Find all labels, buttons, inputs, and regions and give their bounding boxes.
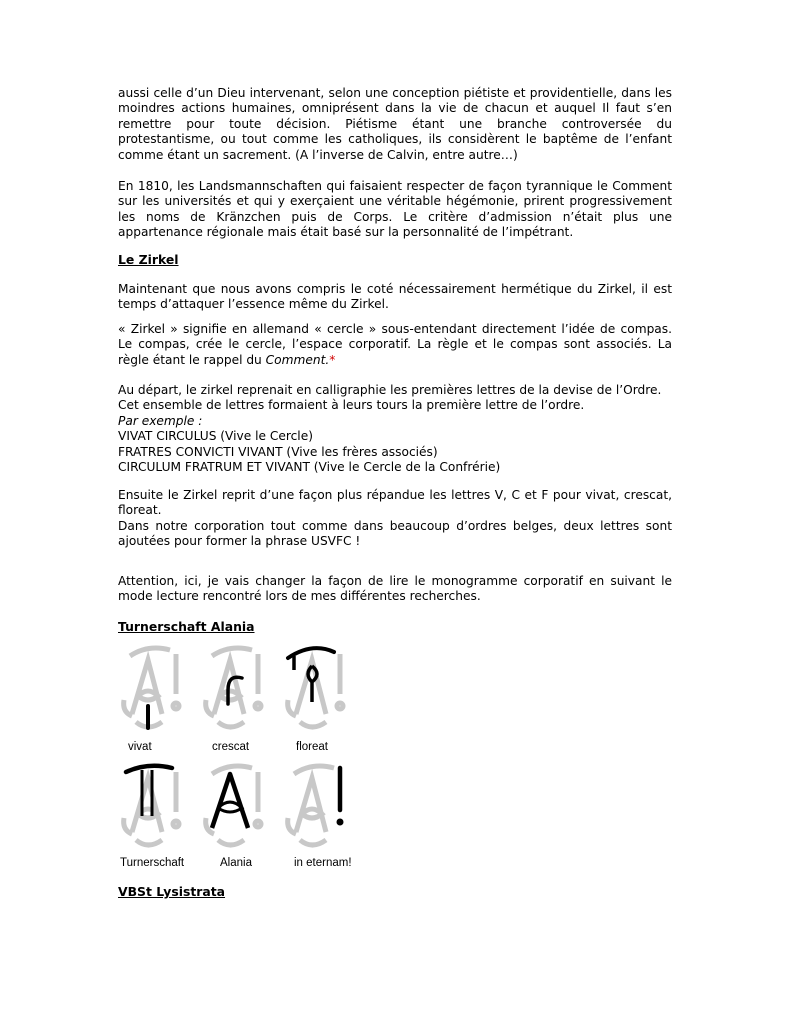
section-heading-lysistrata: VBSt Lysistrata xyxy=(118,884,226,899)
text-line: Attention, ici, je vais changer la façon de lire le monogramme corporatif en suivant le xyxy=(118,574,672,588)
text-segment: règle étant le rappel du xyxy=(118,352,266,367)
zirkel-cell-crescat xyxy=(200,640,270,753)
text-line: remettre pour toute décision. Piétisme étant une branche controversée du xyxy=(118,116,672,131)
footnote-asterisk: * xyxy=(329,352,336,367)
italic-term: Comment. xyxy=(265,352,330,367)
text-line: Le compas, crée le cercle, l’espace corporatif. La règle et le compas sont associés. La xyxy=(118,337,672,352)
text-line: les noms de Kränzchen puis de Corps. Le critère d’admission n’était plus une xyxy=(118,209,672,224)
section-heading-zirkel: Le Zirkel xyxy=(118,252,179,267)
section-heading-alania: Turnerschaft Alania xyxy=(118,619,255,634)
paragraph-1810 xyxy=(118,179,672,241)
caption-turnerschaft: Turnerschaft xyxy=(120,857,185,869)
zirkel-turnerschaft-image xyxy=(118,758,198,858)
zirkel-cell-floreat xyxy=(282,640,352,753)
example-line: VIVAT CIRCULUS (Vive le Cercle) xyxy=(118,429,313,444)
text-line: protestantisme, ou tout comme les catholiques, ils considèrent le baptême de l’enfant xyxy=(118,132,672,147)
text-line: Dans notre corporation tout comme dans beaucoup d’ordres belges, deux lettres sont xyxy=(118,518,672,533)
text-line: ajoutées pour former la phrase USVFC ! xyxy=(118,534,361,549)
paragraph-zirkel-intro xyxy=(118,282,672,313)
example-line: FRATRES CONVICTI VIVANT (Vive les frères associés) xyxy=(118,444,438,459)
text-line: moindres actions humaines, omniprésent dans la vie de chacun et auquel Il faut s’en xyxy=(118,101,672,116)
text-line: appartenance régionale mais était basé sur la personnalité de l’impétrant. xyxy=(118,225,574,240)
zirkel-crescat-image xyxy=(200,640,280,740)
text-line: comme étant un sacrement. (A l’inverse de Calvin, entre autre…) xyxy=(118,147,518,162)
zirkel-alania-image xyxy=(200,758,280,858)
zirkel-monogram-figure xyxy=(118,640,368,870)
text-line: « Zirkel » signifie en allemand « cercle » sous-entendant directement l’idée de compas. xyxy=(118,322,672,336)
text-line-italic: Par exemple : xyxy=(118,413,203,428)
text-line: Maintenant que nous avons compris le coté nécessairement hermétique du Zirkel, il est xyxy=(118,282,672,296)
text-line: sur les universités et qui y exerçaient une véritable hégémonie, prirent progressivement xyxy=(118,194,672,209)
caption-alania: Alania xyxy=(220,857,252,869)
caption-vivat: vivat xyxy=(128,741,152,753)
zirkel-cell-vivat xyxy=(118,640,188,753)
paragraph-vcf xyxy=(118,488,672,550)
text-line: Ensuite le Zirkel reprit d’une façon plus répandue les lettres V, C et F pour vivat, crescat, xyxy=(118,488,672,502)
zirkel-floreat-image xyxy=(282,640,362,740)
paragraph-attention xyxy=(118,574,672,605)
text-line xyxy=(118,353,672,368)
text-line: floreat. xyxy=(118,503,162,518)
example-line: CIRCULUM FRATRUM ET VIVANT (Vive le Cercle de la Confrérie) xyxy=(118,460,501,475)
caption-crescat: crescat xyxy=(212,741,250,753)
text-line: aussi celle d’un Dieu intervenant, selon une conception piétiste et providentielle, dans les xyxy=(118,86,672,100)
paragraph-devise xyxy=(118,383,678,475)
zirkel-cell-turnerschaft xyxy=(118,758,188,869)
text-line: mode lecture rencontré lors de mes différentes recherches. xyxy=(118,589,481,604)
text-line: Au départ, le zirkel reprenait en calligraphie les premières lettres de la devise de l’Ordre. xyxy=(118,383,662,397)
zirkel-cell-alania xyxy=(200,758,270,869)
text-line: temps d’attaquer l’essence même du Zirkel. xyxy=(118,297,389,312)
paragraph-pietism xyxy=(118,86,672,163)
paragraph-zirkel-meaning xyxy=(118,322,672,368)
caption-in-eternam: in eternam! xyxy=(294,857,352,869)
zirkel-in-eternam-image xyxy=(282,758,362,858)
caption-floreat: floreat xyxy=(296,741,328,753)
zirkel-cell-in-eternam xyxy=(282,758,352,869)
zirkel-vivat-image xyxy=(118,640,198,740)
text-line: Cet ensemble de lettres formaient à leurs tours la première lettre de l’ordre. xyxy=(118,398,585,413)
text-line: En 1810, les Landsmannschaften qui faisaient respecter de façon tyrannique le Comment xyxy=(118,179,672,193)
